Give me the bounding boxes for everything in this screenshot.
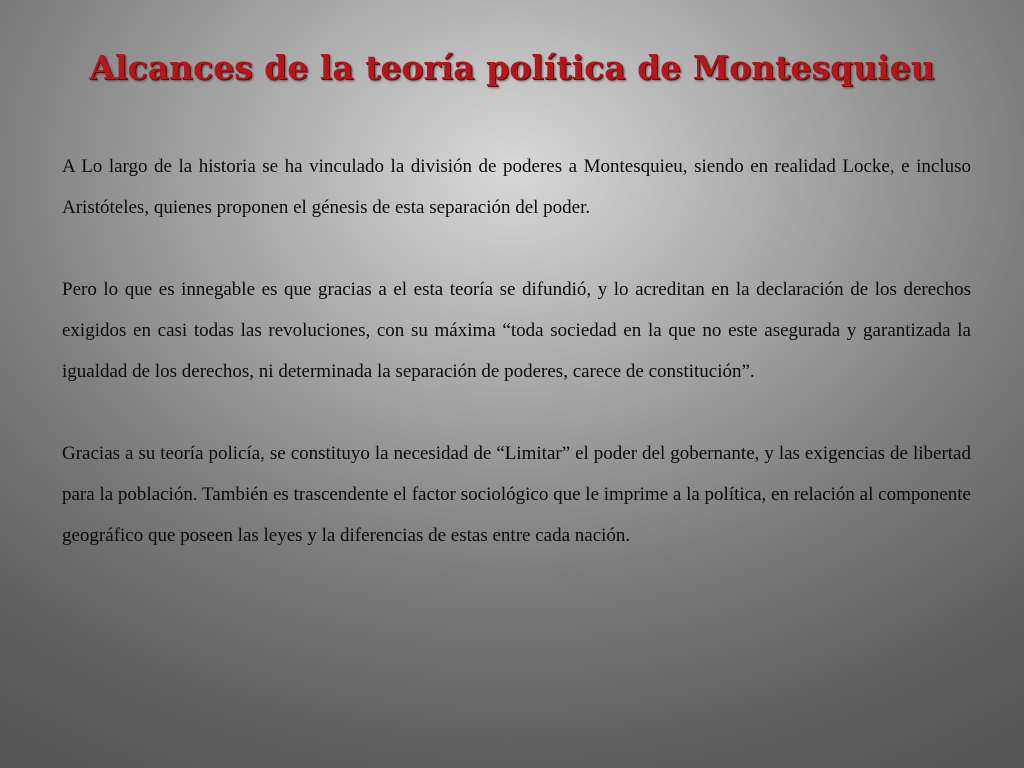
slide-title: Alcances de la teoría política de Montesquieu [89, 48, 935, 87]
paragraph-2: Pero lo que es innegable es que gracias a el esta teoría se difundió, y lo acreditan en la declaración de los derechos exigidos en casi todas las revoluciones, con su máxima “toda sociedad en la que no este asegurada y garantizada la igualdad de los derechos, ni determinada la separación de poderes, carece de constitución”. [62, 279, 971, 382]
slide-body [62, 146, 971, 597]
paragraph-3: Gracias a su teoría policía, se constituyo la necesidad de “Limitar” el poder del gobernante, y las exigencias de libertad para la población. También es trascendente el factor sociológico que le imprime a la política, en relación al componente geográfico que poseen las leyes y la diferencias de estas entre cada nación. [62, 443, 971, 546]
paragraph-1: A Lo largo de la historia se ha vinculado la división de poderes a Montesquieu, siendo en realidad Locke, e incluso Aristóteles, quienes proponen el génesis de esta separación del poder. [62, 156, 971, 218]
